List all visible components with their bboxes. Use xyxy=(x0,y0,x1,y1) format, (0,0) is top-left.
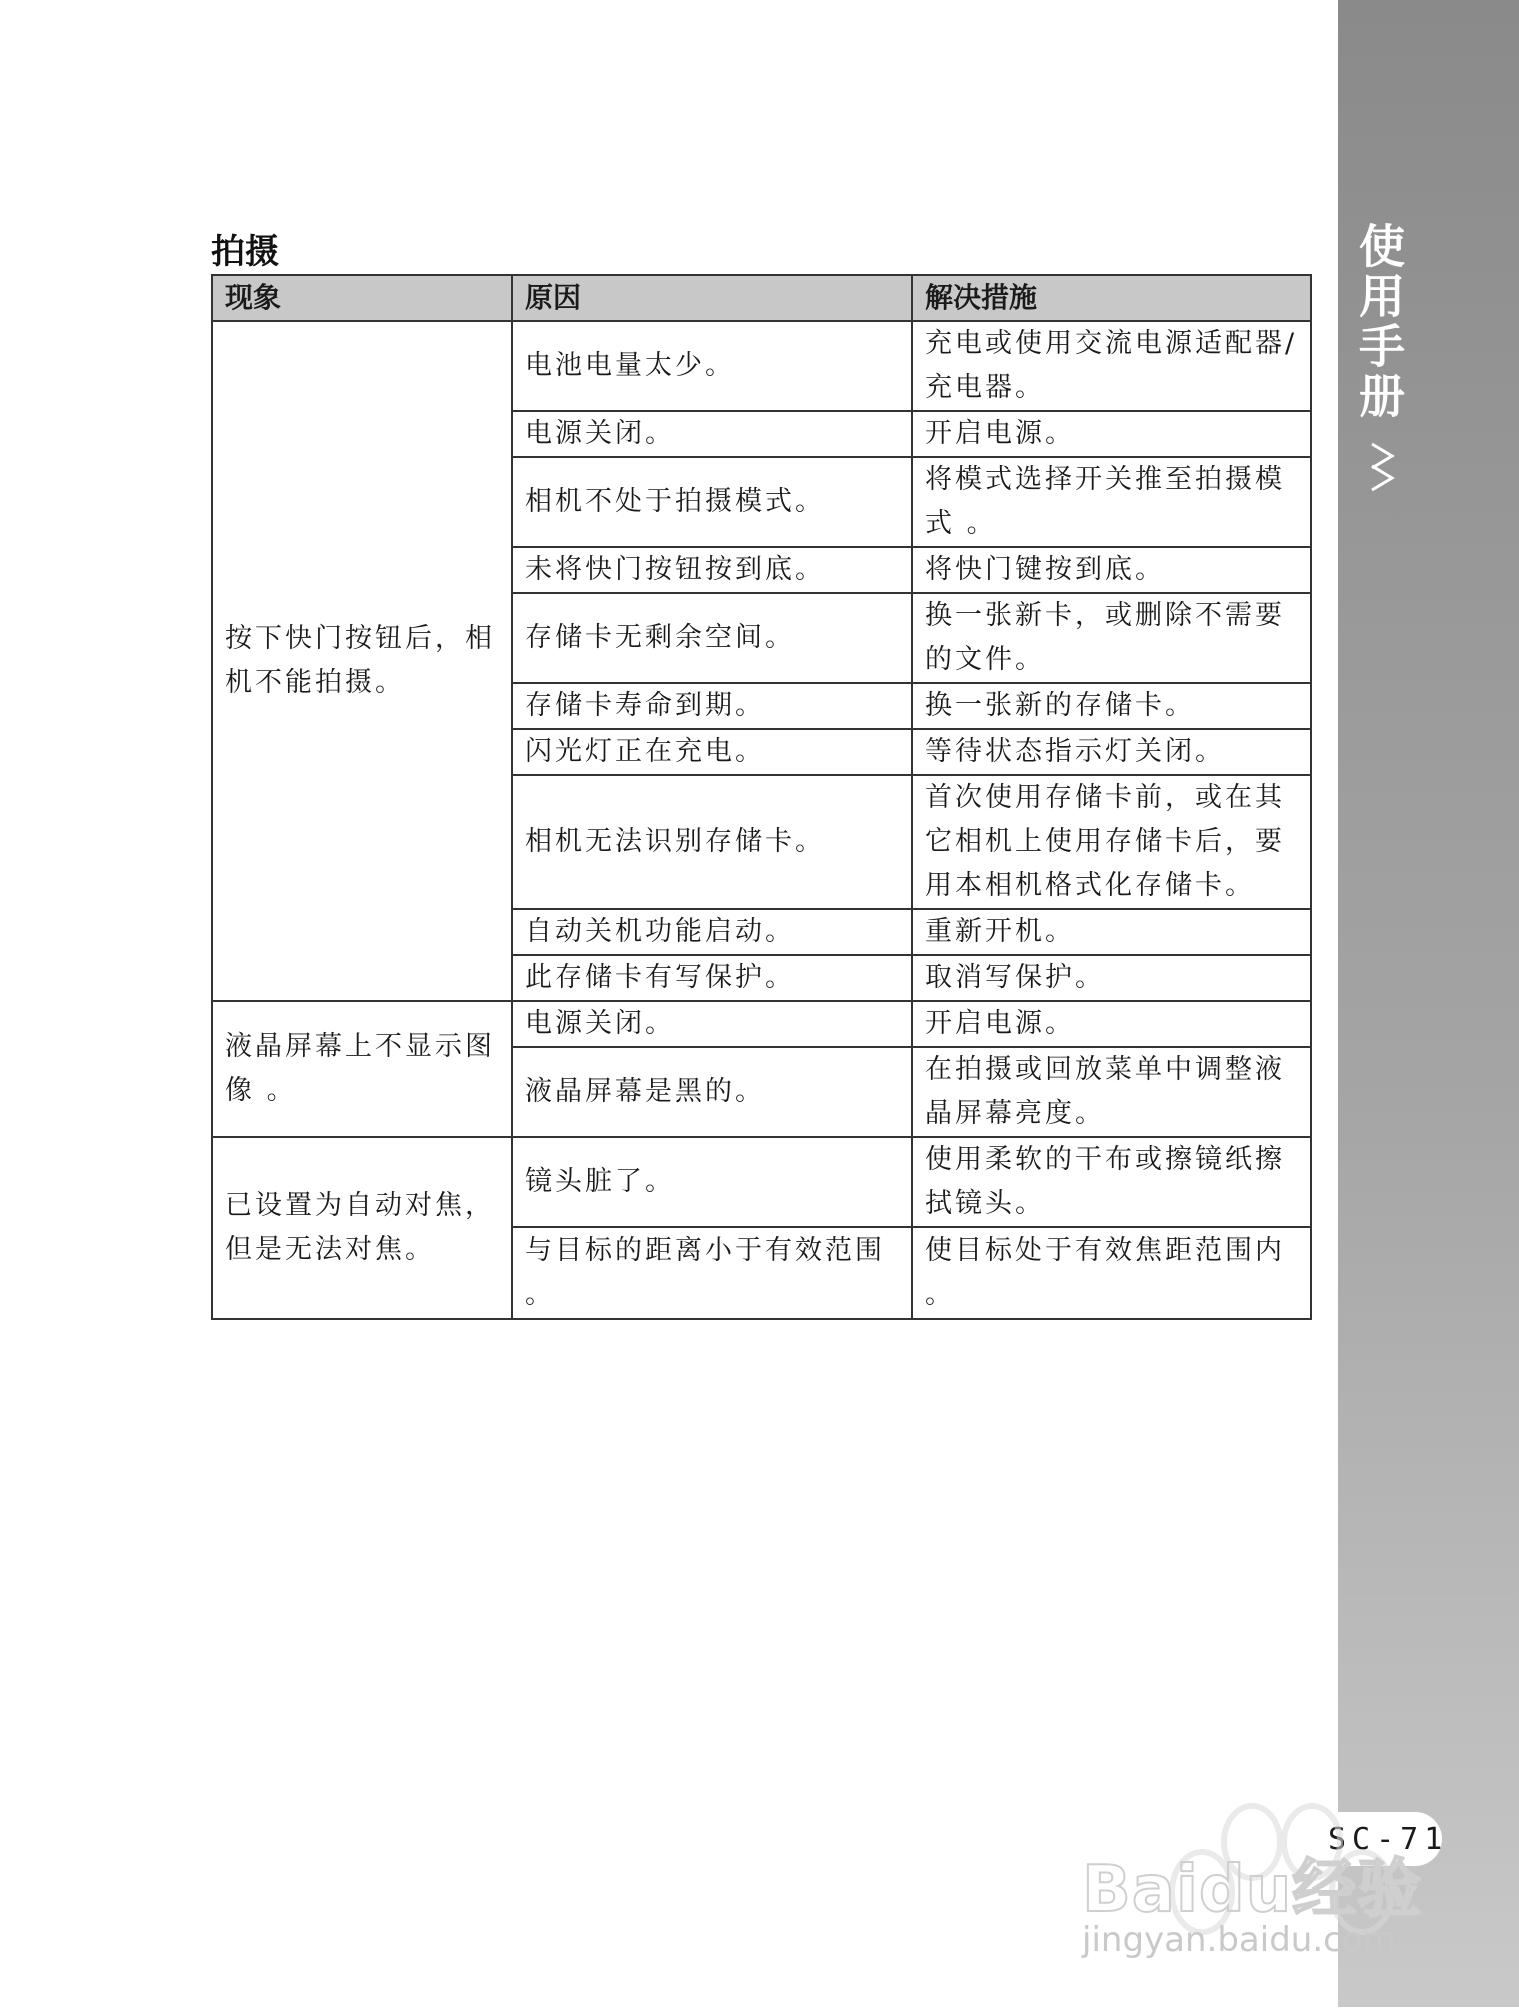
solution-cell: 取消写保护。 xyxy=(912,955,1311,1001)
table-header-row xyxy=(212,275,1311,321)
double-chevron-right-icon xyxy=(1366,436,1406,496)
page-number: SC-71 xyxy=(1328,1822,1449,1857)
solution-cell: 充电或使用交流电源适配器/充电器。 xyxy=(912,321,1311,411)
solution-cell: 开启电源。 xyxy=(912,411,1311,457)
header-solution: 解决措施 xyxy=(912,275,1311,321)
cause-cell: 自动关机功能启动。 xyxy=(512,909,912,955)
watermark-url: jingyan.baidu.com xyxy=(1082,1920,1396,1960)
cause-cell: 电源关闭。 xyxy=(512,411,912,457)
symptom-cell: 按下快门按钮后，相机不能拍摄。 xyxy=(212,321,512,1001)
symptom-cell: 液晶屏幕上不显示图像 。 xyxy=(212,1001,512,1137)
cause-cell: 相机无法识别存储卡。 xyxy=(512,775,912,909)
cause-cell: 存储卡寿命到期。 xyxy=(512,683,912,729)
cause-cell: 电源关闭。 xyxy=(512,1001,912,1047)
solution-cell: 重新开机。 xyxy=(912,909,1311,955)
cause-cell: 未将快门按钮按到底。 xyxy=(512,547,912,593)
cause-cell: 液晶屏幕是黑的。 xyxy=(512,1047,912,1137)
table-row xyxy=(212,1001,1311,1047)
solution-cell: 将模式选择开关推至拍摄模式 。 xyxy=(912,457,1311,547)
solution-cell: 使用柔软的干布或擦镜纸擦拭镜头。 xyxy=(912,1137,1311,1227)
cause-cell: 镜头脏了。 xyxy=(512,1137,912,1227)
solution-cell: 在拍摄或回放菜单中调整液晶屏幕亮度。 xyxy=(912,1047,1311,1137)
header-cause: 原因 xyxy=(512,275,912,321)
solution-cell: 等待状态指示灯关闭。 xyxy=(912,729,1311,775)
solution-cell: 开启电源。 xyxy=(912,1001,1311,1047)
troubleshooting-table xyxy=(211,274,1312,1320)
solution-cell: 换一张新的存储卡。 xyxy=(912,683,1311,729)
solution-cell: 将快门键按到底。 xyxy=(912,547,1311,593)
solution-cell: 首次使用存储卡前，或在其它相机上使用存储卡后，要用本相机格式化存储卡。 xyxy=(912,775,1311,909)
cause-cell: 存储卡无剩余空间。 xyxy=(512,593,912,683)
table-row xyxy=(212,321,1311,411)
cause-cell: 相机不处于拍摄模式。 xyxy=(512,457,912,547)
solution-cell: 使目标处于有效焦距范围内 。 xyxy=(912,1227,1311,1319)
solution-cell: 换一张新卡，或删除不需要的文件。 xyxy=(912,593,1311,683)
cause-cell: 电池电量太少。 xyxy=(512,321,912,411)
header-symptom: 现象 xyxy=(212,275,512,321)
table-row xyxy=(212,1137,1311,1227)
symptom-cell: 已设置为自动对焦，但是无法对焦。 xyxy=(212,1137,512,1319)
cause-cell: 闪光灯正在充电。 xyxy=(512,729,912,775)
section-title: 拍摄 xyxy=(211,232,279,272)
side-title: 使用手册 xyxy=(1352,222,1406,422)
cause-cell: 与目标的距离小于有效范围 。 xyxy=(512,1227,912,1319)
cause-cell: 此存储卡有写保护。 xyxy=(512,955,912,1001)
watermark-brand: Baidu经验 xyxy=(1082,1853,1423,1927)
